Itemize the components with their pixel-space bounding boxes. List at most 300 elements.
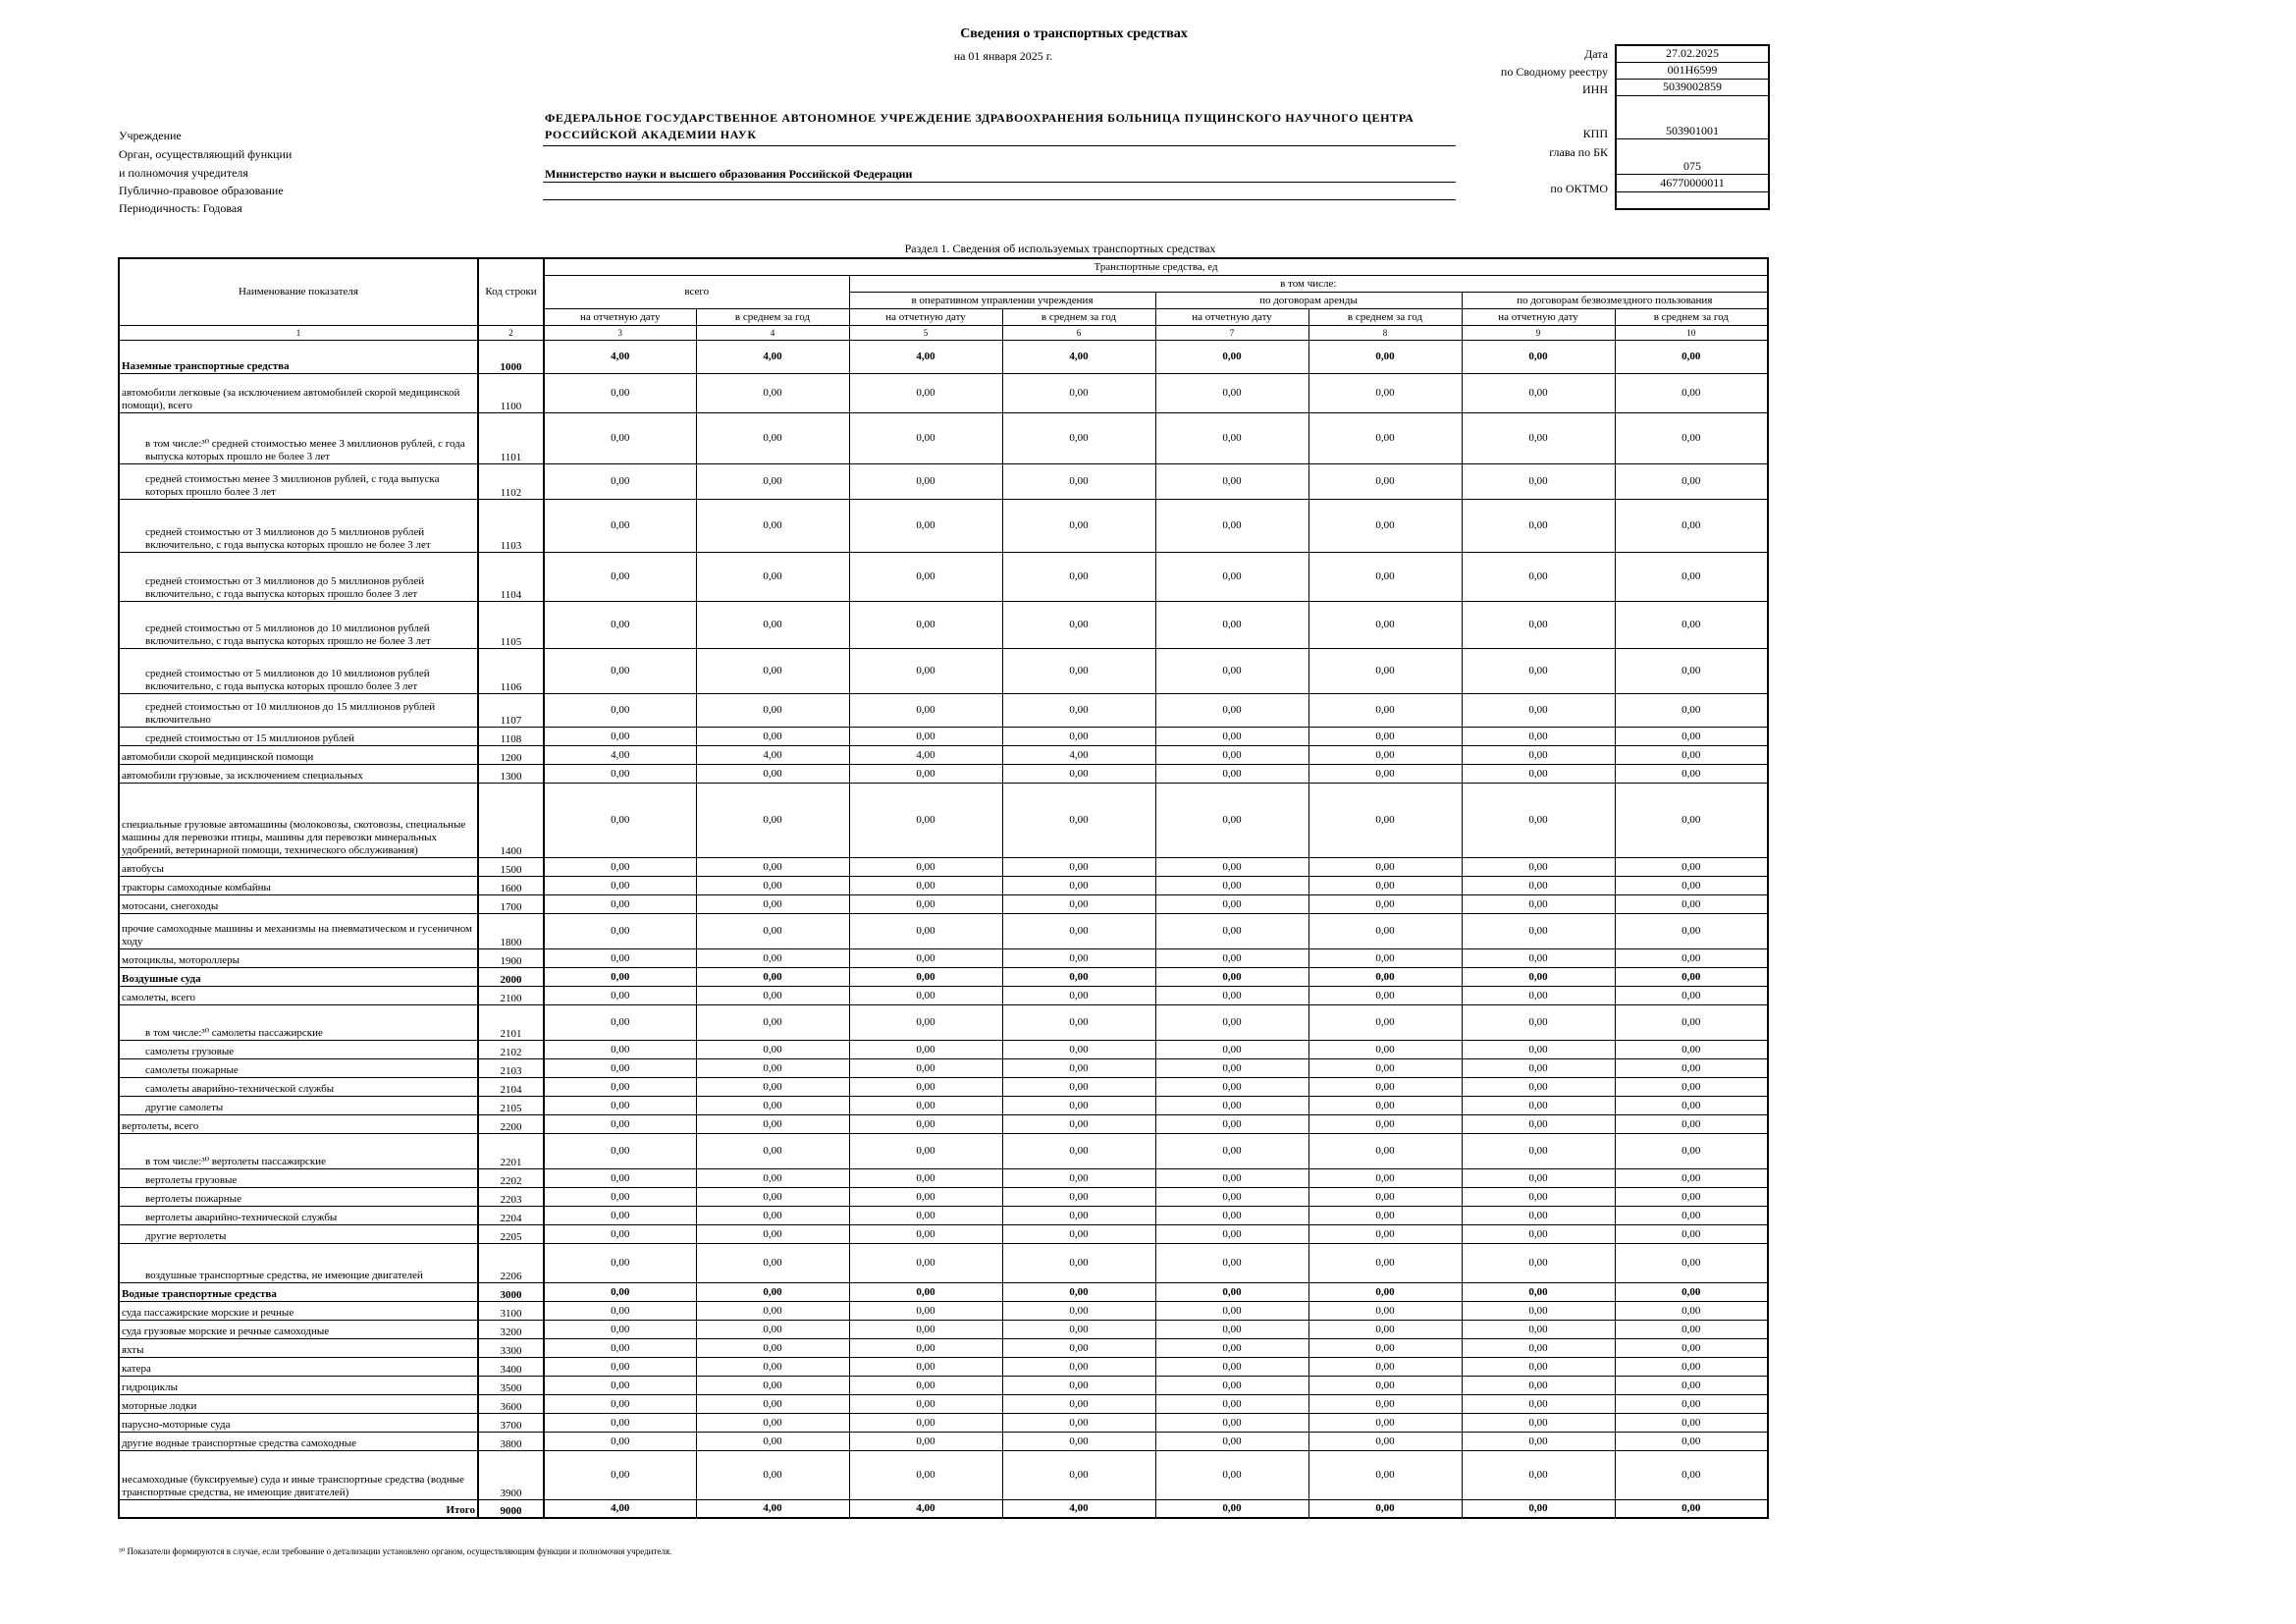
row-value: 0,00 (696, 1004, 849, 1040)
row-value: 0,00 (1308, 1301, 1462, 1320)
row-value: 0,00 (1155, 745, 1308, 764)
row-value: 0,00 (1308, 648, 1462, 693)
row-value: 0,00 (849, 552, 1002, 601)
row-value: 0,00 (1002, 967, 1155, 986)
row-value: 0,00 (544, 1301, 696, 1320)
row-name: средней стоимостью от 10 миллионов до 15 миллионов рублей включительно (119, 693, 478, 727)
row-value: 0,00 (1462, 1338, 1615, 1357)
row-value: 0,00 (1615, 1499, 1768, 1518)
row-value: 0,00 (1308, 1243, 1462, 1282)
row-name: в том числе:³⁰ самолеты пассажирские (119, 1004, 478, 1040)
row-name: автомобили легковые (за исключением автомобилей скорой медицинской помощи), всего (119, 373, 478, 412)
header-avg-year: в среднем за год (1002, 308, 1155, 325)
row-value: 0,00 (1002, 764, 1155, 783)
row-value: 0,00 (1615, 1206, 1768, 1224)
row-value: 0,00 (1002, 1206, 1155, 1224)
row-code: 1103 (478, 499, 544, 552)
row-value: 0,00 (1155, 1282, 1308, 1301)
row-value: 0,00 (1615, 1338, 1768, 1357)
table-row (119, 894, 1768, 913)
table-row (119, 1357, 1768, 1376)
row-name: вертолеты аварийно-технической службы (119, 1206, 478, 1224)
row-value: 0,00 (1615, 783, 1768, 857)
row-value: 0,00 (544, 876, 696, 894)
row-value: 0,00 (1308, 1077, 1462, 1096)
row-value: 0,00 (1308, 499, 1462, 552)
row-value: 0,00 (1615, 1301, 1768, 1320)
row-value: 0,00 (1155, 373, 1308, 412)
row-value: 0,00 (1615, 857, 1768, 876)
row-value: 0,00 (1308, 463, 1462, 499)
row-value: 0,00 (1155, 783, 1308, 857)
row-name: самолеты, всего (119, 986, 478, 1004)
row-value: 0,00 (1308, 727, 1462, 745)
row-value: 0,00 (1462, 463, 1615, 499)
row-name: воздушные транспортные средства, не имеющие двигателей (119, 1243, 478, 1282)
row-value: 4,00 (544, 745, 696, 764)
row-code: 2100 (478, 986, 544, 1004)
organ-underline (543, 182, 1456, 183)
row-value: 0,00 (1615, 648, 1768, 693)
row-value: 0,00 (1308, 340, 1462, 373)
row-value: 0,00 (696, 1077, 849, 1096)
code-registry: 001Н6599 (1616, 62, 1769, 79)
row-code: 1700 (478, 894, 544, 913)
row-value: 0,00 (1155, 1413, 1308, 1432)
header-operational: в оперативном управлении учреждения (849, 292, 1155, 308)
row-value: 4,00 (696, 1499, 849, 1518)
row-value: 0,00 (849, 913, 1002, 948)
row-value: 0,00 (1155, 1206, 1308, 1224)
table-row (119, 1206, 1768, 1224)
row-name: катера (119, 1357, 478, 1376)
row-value: 0,00 (1155, 948, 1308, 967)
code-label-bk: глава по БК (1549, 145, 1608, 159)
row-value: 0,00 (1308, 1058, 1462, 1077)
column-number: 5 (849, 325, 1002, 340)
row-value: 0,00 (1615, 552, 1768, 601)
row-value: 0,00 (1615, 1004, 1768, 1040)
page-title: Сведения о транспортных средствах (960, 27, 1188, 41)
row-value: 0,00 (849, 783, 1002, 857)
codes-box (1615, 44, 1770, 210)
row-value: 0,00 (1002, 1114, 1155, 1133)
column-number: 3 (544, 325, 696, 340)
row-value: 0,00 (1462, 373, 1615, 412)
row-value: 0,00 (1155, 967, 1308, 986)
row-value: 0,00 (1615, 340, 1768, 373)
row-value: 0,00 (1462, 1133, 1615, 1168)
column-number: 4 (696, 325, 849, 340)
row-value: 0,00 (696, 552, 849, 601)
table-row (119, 1004, 1768, 1040)
row-value: 0,00 (1002, 1301, 1155, 1320)
row-value: 0,00 (1308, 601, 1462, 648)
row-code: 3000 (478, 1282, 544, 1301)
row-value: 0,00 (544, 373, 696, 412)
table-row (119, 764, 1768, 783)
row-value: 0,00 (696, 1133, 849, 1168)
row-value: 0,00 (1615, 727, 1768, 745)
row-code: 9000 (478, 1499, 544, 1518)
row-value: 0,00 (1308, 894, 1462, 913)
row-value: 0,00 (696, 894, 849, 913)
row-value: 0,00 (849, 1187, 1002, 1206)
row-value: 4,00 (696, 340, 849, 373)
transport-table (118, 257, 1769, 1519)
row-value: 0,00 (1615, 1432, 1768, 1450)
row-value: 0,00 (696, 1168, 849, 1187)
row-value: 0,00 (696, 1376, 849, 1394)
organ-label-2: и полномочия учредителя (119, 166, 248, 180)
row-value: 0,00 (1308, 1206, 1462, 1224)
row-value: 0,00 (1462, 1224, 1615, 1243)
row-value: 0,00 (1308, 1376, 1462, 1394)
code-label-inn: ИНН (1582, 82, 1608, 96)
row-value: 0,00 (1462, 986, 1615, 1004)
row-code: 1106 (478, 648, 544, 693)
table-row (119, 340, 1768, 373)
header-free-use: по договорам безвозмездного пользования (1462, 292, 1768, 308)
row-name: Водные транспортные средства (119, 1282, 478, 1301)
row-value: 0,00 (849, 1243, 1002, 1282)
row-value: 0,00 (544, 1357, 696, 1376)
table-row (119, 373, 1768, 412)
row-value: 0,00 (1462, 1357, 1615, 1376)
row-name: вертолеты, всего (119, 1114, 478, 1133)
column-number: 2 (478, 325, 544, 340)
row-value: 0,00 (1002, 1133, 1155, 1168)
institution-name-line-1: ФЕДЕРАЛЬНОЕ ГОСУДАРСТВЕННОЕ АВТОНОМНОЕ УЧРЕЖДЕНИЕ ЗДРАВООХРАНЕНИЯ БОЛЬНИЦА ПУЩИНСКОГО НАУЧНОГО ЦЕНТРА (545, 111, 1415, 125)
row-name: средней стоимостью от 15 миллионов рублей (119, 727, 478, 745)
table-row (119, 1432, 1768, 1450)
row-value: 0,00 (696, 913, 849, 948)
header-report-date: на отчетную дату (1155, 308, 1308, 325)
row-value: 0,00 (849, 1301, 1002, 1320)
row-value: 0,00 (696, 1187, 849, 1206)
row-value: 0,00 (1462, 340, 1615, 373)
row-value: 0,00 (1002, 552, 1155, 601)
row-value: 0,00 (1155, 857, 1308, 876)
row-value: 0,00 (1462, 601, 1615, 648)
row-value: 0,00 (1615, 373, 1768, 412)
row-value: 0,00 (544, 1114, 696, 1133)
row-value: 4,00 (849, 340, 1002, 373)
row-code: 2201 (478, 1133, 544, 1168)
row-name: парусно-моторные суда (119, 1413, 478, 1432)
row-value: 0,00 (1002, 1187, 1155, 1206)
row-value: 0,00 (1002, 1168, 1155, 1187)
row-value: 0,00 (1155, 1394, 1308, 1413)
row-value: 0,00 (1462, 1394, 1615, 1413)
row-value: 4,00 (696, 745, 849, 764)
row-value: 0,00 (696, 1320, 849, 1338)
row-value: 0,00 (1462, 1040, 1615, 1058)
row-value: 0,00 (1308, 876, 1462, 894)
row-value: 0,00 (1462, 783, 1615, 857)
row-value: 0,00 (1155, 1450, 1308, 1499)
row-name: в том числе:³⁰ средней стоимостью менее 3 миллионов рублей, с года выпуска которых прошло не более 3 лет (119, 412, 478, 463)
row-value: 0,00 (1462, 876, 1615, 894)
row-value: 0,00 (1002, 373, 1155, 412)
row-code: 1300 (478, 764, 544, 783)
row-value: 0,00 (1615, 1376, 1768, 1394)
row-code: 3900 (478, 1450, 544, 1499)
row-value: 0,00 (1308, 1432, 1462, 1450)
row-value: 0,00 (1462, 1282, 1615, 1301)
row-name: автобусы (119, 857, 478, 876)
table-row (119, 1114, 1768, 1133)
row-value: 0,00 (1308, 1499, 1462, 1518)
table-row (119, 412, 1768, 463)
row-value: 0,00 (1155, 552, 1308, 601)
row-value: 0,00 (544, 1224, 696, 1243)
header-report-date: на отчетную дату (1462, 308, 1615, 325)
table-row (119, 948, 1768, 967)
header-name: Наименование показателя (119, 258, 478, 325)
table-row (119, 1040, 1768, 1058)
table-row (119, 745, 1768, 764)
header-transport: Транспортные средства, ед (544, 258, 1768, 275)
row-value: 0,00 (1615, 1394, 1768, 1413)
row-value: 0,00 (1308, 1187, 1462, 1206)
row-name: вертолеты пожарные (119, 1187, 478, 1206)
row-value: 0,00 (696, 499, 849, 552)
row-value: 0,00 (1615, 1114, 1768, 1133)
row-name: яхты (119, 1338, 478, 1357)
institution-underline (543, 145, 1456, 146)
row-value: 0,00 (1615, 745, 1768, 764)
row-value: 0,00 (696, 1040, 849, 1058)
row-code: 1600 (478, 876, 544, 894)
row-value: 0,00 (849, 1114, 1002, 1133)
row-value: 0,00 (1615, 1320, 1768, 1338)
row-code: 2104 (478, 1077, 544, 1096)
row-value: 0,00 (544, 1077, 696, 1096)
row-code: 3200 (478, 1320, 544, 1338)
row-value: 0,00 (1155, 894, 1308, 913)
table-row (119, 876, 1768, 894)
row-value: 0,00 (544, 894, 696, 913)
row-value: 0,00 (1308, 1450, 1462, 1499)
footnote: ³⁰ Показатели формируются в случае, если требование о детализации установлено органом, осуществляющим функции и полномочия учредителя. (119, 1546, 672, 1556)
row-value: 0,00 (1615, 894, 1768, 913)
row-value: 0,00 (1462, 1206, 1615, 1224)
row-value: 0,00 (849, 1376, 1002, 1394)
row-value: 0,00 (849, 876, 1002, 894)
row-name: мотосани, снегоходы (119, 894, 478, 913)
row-value: 0,00 (1615, 1168, 1768, 1187)
row-name: в том числе:³⁰ вертолеты пассажирские (119, 1133, 478, 1168)
table-row (119, 601, 1768, 648)
row-value: 0,00 (1155, 1168, 1308, 1187)
row-name: гидроциклы (119, 1376, 478, 1394)
row-value: 0,00 (849, 1394, 1002, 1413)
row-value: 0,00 (1308, 913, 1462, 948)
institution-name-line-2: РОССИЙСКОЙ АКАДЕМИИ НАУК (545, 128, 757, 141)
row-value: 0,00 (1002, 601, 1155, 648)
row-value: 0,00 (544, 1004, 696, 1040)
table-row (119, 1413, 1768, 1432)
row-value: 0,00 (544, 764, 696, 783)
row-value: 0,00 (1155, 340, 1308, 373)
row-value: 0,00 (1155, 986, 1308, 1004)
row-value: 0,00 (1462, 948, 1615, 967)
row-value: 0,00 (1002, 1004, 1155, 1040)
row-value: 0,00 (544, 1206, 696, 1224)
row-value: 0,00 (1155, 913, 1308, 948)
row-value: 0,00 (849, 1432, 1002, 1450)
row-value: 0,00 (1308, 783, 1462, 857)
row-value: 0,00 (1002, 1077, 1155, 1096)
periodicity-label: Периодичность: Годовая (119, 201, 242, 215)
row-value: 0,00 (696, 1206, 849, 1224)
row-code: 2205 (478, 1224, 544, 1243)
row-value: 0,00 (1308, 1338, 1462, 1357)
table-row (119, 1133, 1768, 1168)
row-name: тракторы самоходные комбайны (119, 876, 478, 894)
row-value: 0,00 (1462, 727, 1615, 745)
row-value: 0,00 (1308, 764, 1462, 783)
row-value: 0,00 (849, 1077, 1002, 1096)
row-value: 0,00 (544, 857, 696, 876)
row-value: 0,00 (1462, 1168, 1615, 1187)
row-code: 2202 (478, 1168, 544, 1187)
row-code: 1107 (478, 693, 544, 727)
row-value: 0,00 (1155, 1243, 1308, 1282)
row-code: 2000 (478, 967, 544, 986)
row-value: 0,00 (1615, 764, 1768, 783)
column-number: 6 (1002, 325, 1155, 340)
row-value: 0,00 (696, 1243, 849, 1282)
table-row (119, 1096, 1768, 1114)
row-value: 0,00 (1002, 1243, 1155, 1282)
row-code: 3300 (478, 1338, 544, 1357)
row-value: 0,00 (696, 1450, 849, 1499)
table-row (119, 913, 1768, 948)
column-number: 1 (119, 325, 478, 340)
row-code: 2102 (478, 1040, 544, 1058)
row-value: 0,00 (1002, 1338, 1155, 1357)
row-value: 0,00 (849, 1338, 1002, 1357)
row-value: 4,00 (1002, 1499, 1155, 1518)
row-value: 0,00 (1615, 1243, 1768, 1282)
row-value: 0,00 (544, 1450, 696, 1499)
header-avg-year: в среднем за год (696, 308, 849, 325)
row-value: 0,00 (696, 1394, 849, 1413)
row-value: 0,00 (1308, 1168, 1462, 1187)
row-value: 0,00 (1462, 967, 1615, 986)
row-name: суда грузовые морские и речные самоходные (119, 1320, 478, 1338)
row-value: 0,00 (696, 948, 849, 967)
row-value: 0,00 (1615, 948, 1768, 967)
header-report-date: на отчетную дату (849, 308, 1002, 325)
row-value: 0,00 (1002, 948, 1155, 967)
table-row (119, 1243, 1768, 1282)
row-value: 0,00 (1615, 1224, 1768, 1243)
row-value: 0,00 (544, 1133, 696, 1168)
row-value: 0,00 (849, 1168, 1002, 1187)
row-value: 0,00 (849, 1450, 1002, 1499)
row-value: 0,00 (1462, 1432, 1615, 1450)
header-avg-year: в среднем за год (1308, 308, 1462, 325)
row-value: 0,00 (849, 1413, 1002, 1432)
row-value: 0,00 (1615, 986, 1768, 1004)
row-value: 0,00 (1155, 1004, 1308, 1040)
row-value: 0,00 (849, 373, 1002, 412)
institution-label: Учреждение (119, 129, 182, 142)
row-value: 0,00 (696, 1413, 849, 1432)
row-value: 0,00 (544, 1040, 696, 1058)
row-code: 1900 (478, 948, 544, 967)
row-value: 0,00 (1462, 1114, 1615, 1133)
row-value: 0,00 (1002, 1432, 1155, 1450)
row-value: 0,00 (1615, 499, 1768, 552)
row-value: 0,00 (544, 499, 696, 552)
row-value: 0,00 (1155, 499, 1308, 552)
header-lease: по договорам аренды (1155, 292, 1462, 308)
row-name: несамоходные (буксируемые) суда и иные транспортные средства (водные транспортные средства, не имеющие двигателей) (119, 1450, 478, 1499)
row-name: специальные грузовые автомашины (молоковозы, скотовозы, специальные машины для перевозки птицы, машины для перевозки минеральных удобрений, ветеринарной помощи, технического обслуживания) (119, 783, 478, 857)
row-value: 0,00 (696, 1432, 849, 1450)
row-value: 0,00 (1155, 1357, 1308, 1376)
row-value: 0,00 (696, 1338, 849, 1357)
row-value: 0,00 (1155, 601, 1308, 648)
row-value: 0,00 (1615, 1357, 1768, 1376)
row-value: 0,00 (1615, 1133, 1768, 1168)
row-value: 0,00 (544, 552, 696, 601)
row-code: 3600 (478, 1394, 544, 1413)
row-value: 0,00 (1308, 1224, 1462, 1243)
row-value: 0,00 (544, 1058, 696, 1077)
row-value: 0,00 (849, 1357, 1002, 1376)
row-value: 0,00 (1462, 499, 1615, 552)
row-code: 3800 (478, 1432, 544, 1450)
row-value: 0,00 (1155, 764, 1308, 783)
code-inn: 5039002859 (1616, 79, 1769, 95)
row-value: 0,00 (1615, 913, 1768, 948)
row-value: 0,00 (1462, 1301, 1615, 1320)
row-name: средней стоимостью от 3 миллионов до 5 миллионов рублей включительно, с года выпуска которых прошло не более 3 лет (119, 499, 478, 552)
table-row (119, 552, 1768, 601)
table-row (119, 1376, 1768, 1394)
row-value: 0,00 (1462, 1450, 1615, 1499)
row-name: самолеты аварийно-технической службы (119, 1077, 478, 1096)
row-value: 0,00 (696, 373, 849, 412)
table-row (119, 1077, 1768, 1096)
row-value: 0,00 (1155, 1376, 1308, 1394)
row-value: 0,00 (1615, 1282, 1768, 1301)
row-value: 0,00 (544, 1243, 696, 1282)
row-code: 2204 (478, 1206, 544, 1224)
row-value: 0,00 (1155, 1338, 1308, 1357)
row-value: 0,00 (1155, 876, 1308, 894)
row-value: 0,00 (696, 876, 849, 894)
row-value: 0,00 (1002, 1413, 1155, 1432)
row-value: 0,00 (1155, 1224, 1308, 1243)
row-value: 0,00 (849, 727, 1002, 745)
column-number: 8 (1308, 325, 1462, 340)
table-row (119, 1450, 1768, 1499)
row-value: 0,00 (1615, 1040, 1768, 1058)
row-value: 0,00 (696, 1114, 849, 1133)
row-value: 0,00 (696, 1357, 849, 1376)
row-value: 0,00 (544, 1320, 696, 1338)
row-value: 0,00 (696, 1224, 849, 1243)
report-date-line: на 01 января 2025 г. (953, 49, 1053, 63)
row-name: Наземные транспортные средства (119, 340, 478, 373)
row-value: 0,00 (696, 857, 849, 876)
